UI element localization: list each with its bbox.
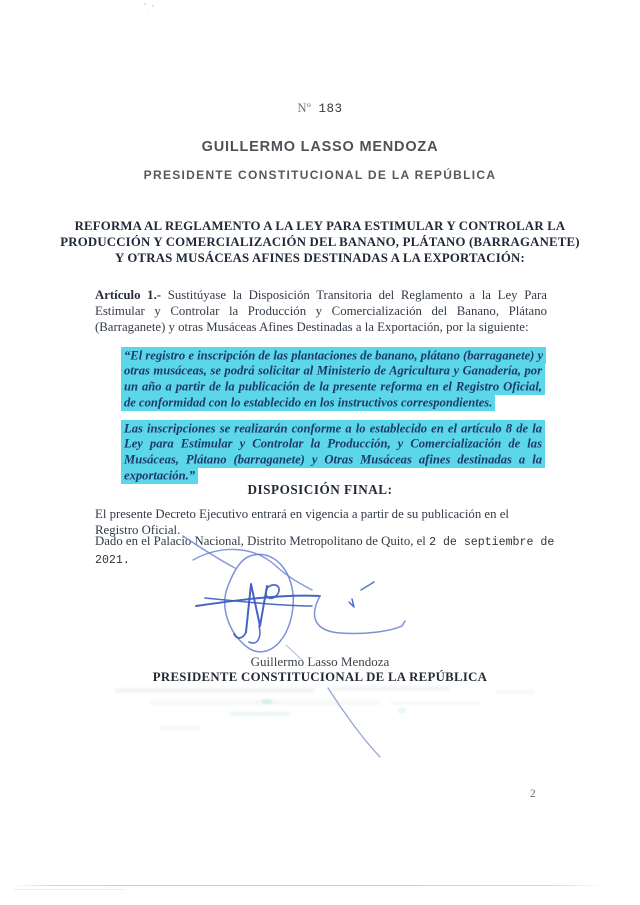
signature-stroke [196,596,320,606]
signature-stroke [183,536,235,568]
signature-stroke [361,582,374,590]
decree-number-value: 183 [318,102,343,116]
dado-text: Dado en el Palacio Nacional, Distrito Metropolitano de Quito, el [95,534,430,548]
page-number: 2 [530,788,536,800]
signatory-title: PRESIDENTE CONSTITUCIONAL DE LA REPÚBLICA [152,670,488,684]
bleed-through-mark [495,690,535,694]
signature-stroke [315,596,405,634]
signature-stroke [249,626,260,643]
signature-stroke [328,688,380,757]
decree-number [0,101,640,116]
signature-stroke [349,599,354,607]
highlighted-paragraph-2 [121,421,545,484]
decree-number-label: Nº [297,101,312,115]
staple-mark [141,2,161,14]
document-title-line: PRODUCCIÓN Y COMERCIALIZACIÓN DEL BANANO, PLÁTANO (BARRAGANETE) [60,234,580,249]
article-1-text: Sustitúyase la Disposición Transitoria del Reglamento a la Ley Para Estimular y Controlar la Producción y Comercialización del Banano, Plátano (Barraganete) y otras Musáceas Afines Destinadas a la Exportación, por la siguiente: [95,288,547,335]
article-1-paragraph [95,287,547,336]
highlighted-text-2: Las inscripciones se realizarán conforme a lo establecido en el artículo 8 de la Ley para Estimular y Controlar la Producción, y Comercialización de las Musáceas, Plátano (barraganete) y Otras Musáceas afines destinadas a la exportación.” [121,420,545,484]
header-president-title: PRESIDENTE CONSTITUCIONAL DE LA REPÚBLICA [143,168,497,182]
vigencia-paragraph: El presente Decreto Ejecutivo entrará en vigencia a partir de su publicación en el Registro Oficial. [95,507,509,538]
signature-scribble [150,526,450,771]
document-title-line: Y OTRAS MUSÁCEAS AFINES DESTINADAS A LA EXPORTACIÓN: [115,250,525,265]
signature-stroke [246,584,267,632]
highlighted-text-1: “El registro e inscripción de las plantaciones de banano, plátano (barraganete) y otras musáceas, se podrá solicitar al Ministerio de Agricultura y Ganadería, por un año a partir de la publicación de la presente reforma en el Registro Oficial, de conformidad con lo establecido en los instructivos correspondientes. [121,347,546,411]
final-disposition-heading: DISPOSICIÓN FINAL: [247,482,393,497]
document-title-line: REFORMA AL REGLAMENTO A LA LEY PARA ESTIMULAR Y CONTROLAR LA [74,219,566,233]
signatory-name: Guillermo Lasso Mendoza [250,654,390,669]
dado-date: 2 de septiembre de 2021. [95,536,555,568]
scan-edge-line-short [14,889,124,890]
document-title [0,219,640,266]
article-1-label: Artículo 1.- [95,288,162,302]
header-president-name: GUILLERMO LASSO MENDOZA [201,139,439,155]
highlighted-paragraph-1 [121,348,545,411]
scan-edge-line [12,885,606,886]
